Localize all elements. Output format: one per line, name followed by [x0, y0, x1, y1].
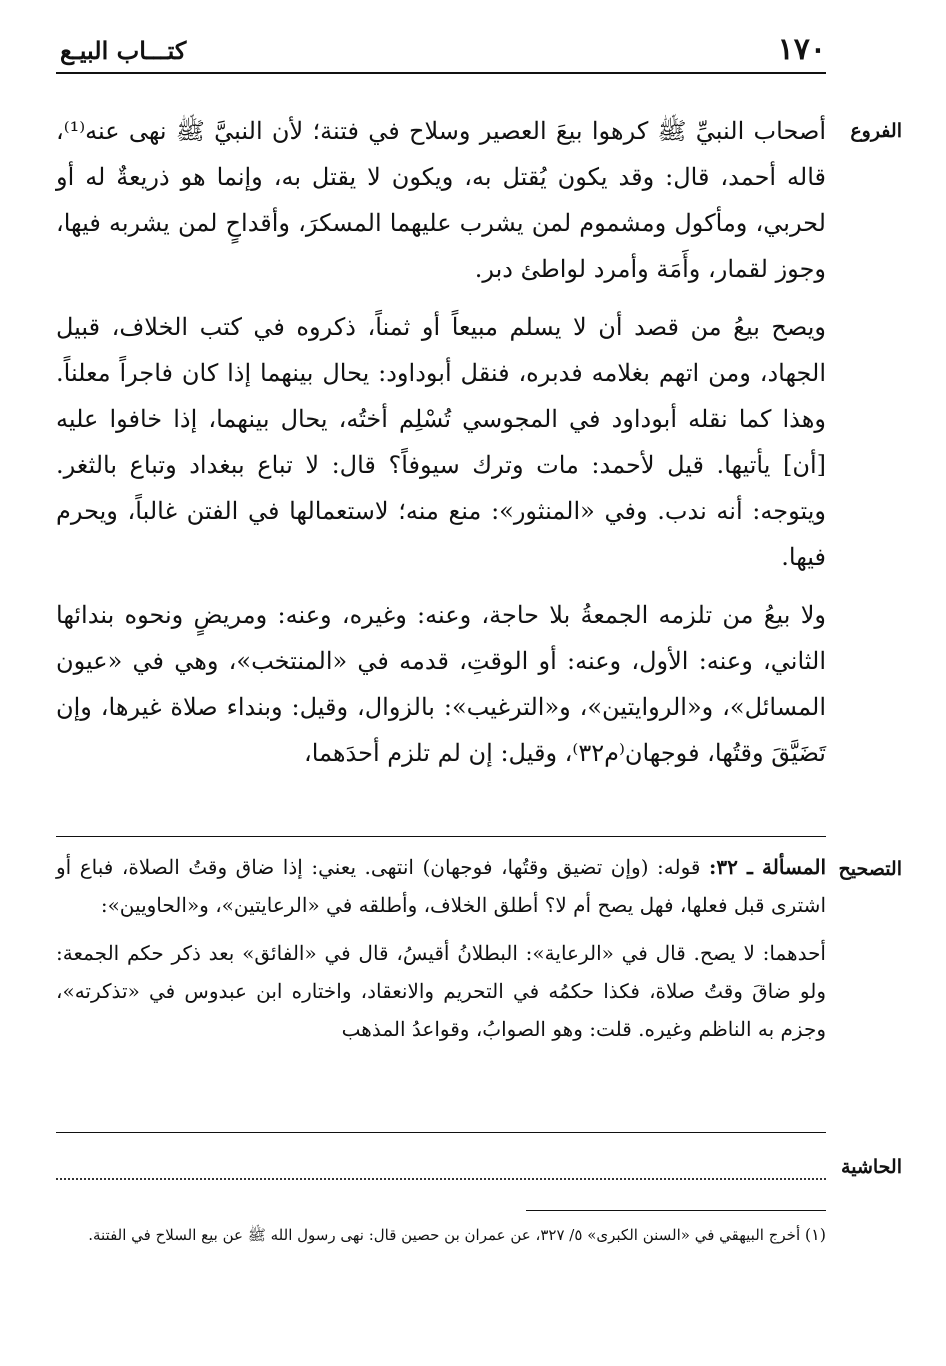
tashih-section: [56, 848, 826, 1058]
masala-label: المسألة ـ ٣٢:: [709, 855, 827, 879]
section-divider: [56, 836, 826, 837]
tashih-paragraph: [56, 848, 826, 924]
margin-label-hashiya: الحاشية: [841, 1156, 902, 1178]
margin-label-tashih: التصحيح: [838, 858, 902, 880]
main-paragraph: ويصح بيعُ من قصد أن لا يسلم مبيعاً أو ثمناً، ذكروه في كتب الخلاف، قبيل الجهاد، ومن اتهم بغلامه فدبره، فنقل أبوداود: يحال بينهما إذا كان فاجراً معلناً. وهذا كما نقله أبوداود في المجوسي تُسْلِم أختُه، يحال بينهما، إذا خافوا عليه [أن] يأتيها. قيل لأحمد: مات وترك سيوفاً؟ قال: لا تباع ببغداد وتباع بالثغر. ويتوجه: أنه ندب. وفي «المنثور»: منع منه؛ لاستعمالها في الفتن غالباً، ويحرم فيها.: [56, 313, 826, 571]
page-header: [56, 28, 826, 74]
section-divider: [56, 1132, 826, 1133]
page-number: ١٧٠: [777, 32, 826, 67]
main-text: [56, 108, 826, 788]
footnote-rule: [526, 1210, 826, 1211]
main-paragraph: أصحاب النبيِّ ﷺ كرهوا بيعَ العصير وسلاح في فتنة؛ لأن النبيَّ ﷺ نهى عنه⁽¹⁾، قاله أحمد، قال: وقد يكون يُقتل به، ويكون لا يقتل به، وإنما هو ذريعةٌ له أو لحربي، ومأكول ومشموم لمن يشرب عليهما المسكرَ، وأقداحٍ لمن يشربه فيها، وجوز لقمار، وأَمَة وأمرد لواطئ دبر.: [56, 117, 826, 283]
main-paragraph: ولا بيعُ من تلزمه الجمعةُ بلا حاجة، وعنه: وغيره، وعنه: ومريضٍ ونحوه بندائها الثاني، وعنه: الأول، وعنه: أو الوقتِ، قدمه في «المنتخب»، وهي في «عيون المسائل»، و«الروايتين»، و«الترغيب»: بالزوال، وقيل: وبنداء صلاة غيرها، وإن تَضَيَّقَ وقتُها، فوجهان⁽م٣٢⁾، وقيل: إن لم تلزم أحدَهما،: [56, 601, 827, 767]
running-title: كتـــاب البيـع: [60, 36, 187, 65]
footnote-number: (١): [804, 1225, 826, 1244]
footnote: [56, 1222, 826, 1248]
tashih-paragraph: أحدهما: لا يصح. قال في «الرعاية»: البطلانُ أقيسُ، قال في «الفائق» بعد ذكر حكم الجمعة: ولو ضاقَ وقتُ صلاة، فكذا حكمُه في التحريم والانعقاد، واختاره ابن عبدوس في «تذكرته»، وجزم به الناظم وغيره. قلت: وهو الصوابُ، وقواعدُ المذهب: [56, 941, 826, 1041]
tashih-text-1: قوله: (وإن تضيق وقتُها، فوجهان) انتهى. يعني: إذا ضاق وقتُ الصلاة، فباع أو اشترى قبل فعلها، فهل يصح أم لا؟ أطلق الخلاف، وأطلقه في «الرعايتين»، و«الحاويين»:: [56, 855, 826, 917]
hashiya-dotted-line: [56, 1158, 826, 1180]
margin-label-furu: الفروع: [850, 120, 902, 142]
header-rule: [56, 72, 826, 74]
footnote-text: أخرج البيهقي في «السنن الكبرى» ٥/ ٣٢٧، عن عمران بن حصين قال: نهى رسول الله ﷺ عن بيع السلاح في الفتنة.: [88, 1226, 801, 1244]
